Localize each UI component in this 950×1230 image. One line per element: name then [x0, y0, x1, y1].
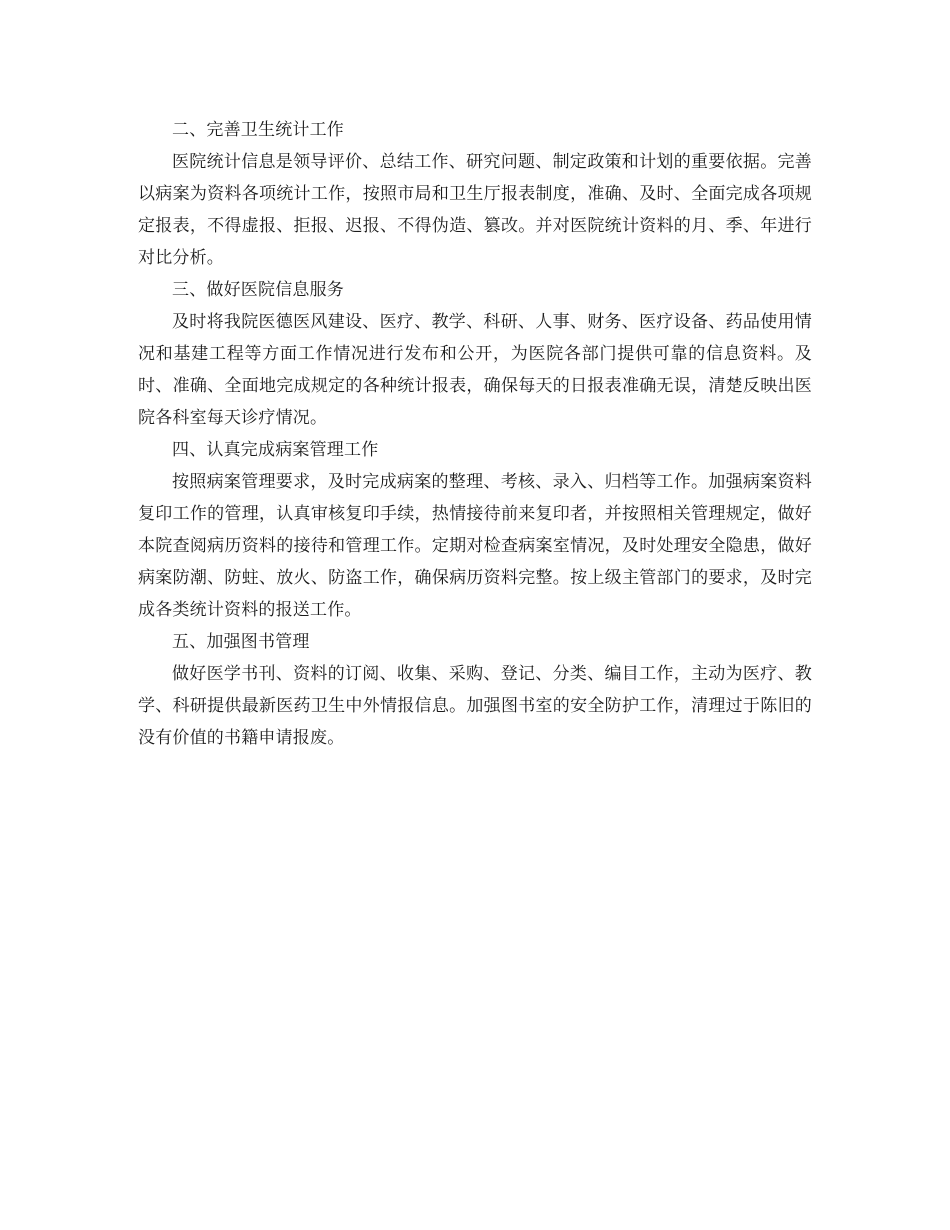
section-paragraph: 按照病案管理要求，及时完成病案的整理、考核、录入、归档等工作。加强病案资料复印工作的管理，认真审核复印手续，热情接待前来复印者，并按照相关管理规定，做好本院查阅病历资料的接待和管理工作。定期对检查病案室情况，及时处理安全隐患，做好病案防潮、防蛀、放火、防盗工作，确保病历资料完整。按上级主管部门的要求，及时完成各类统计资料的报送工作。	[138, 472, 812, 620]
section-paragraph: 及时将我院医德医风建设、医疗、教学、科研、人事、财务、医疗设备、药品使用情况和基建工程等方面工作情况进行发布和公开，为医院各部门提供可靠的信息资料。及时、准确、全面地完成规定的各种统计报表，确保每天的日报表准确无误，清楚反映出医院各科室每天诊疗情况。	[138, 312, 812, 428]
section-paragraph: 做好医学书刊、资料的订阅、收集、采购、登记、分类、编目工作，主动为医疗、教学、科研提供最新医药卫生中外情报信息。加强图书室的安全防护工作，清理过于陈旧的没有价值的书籍申请报废。	[138, 664, 812, 748]
section-medical-records	[138, 434, 812, 626]
document-body	[138, 114, 812, 754]
section-heading: 二、完善卫生统计工作	[172, 120, 344, 140]
section-heading: 三、做好医院信息服务	[172, 280, 344, 300]
section-heading: 四、认真完成病案管理工作	[172, 440, 379, 460]
section-heading: 五、加强图书管理	[172, 632, 310, 652]
section-information-service	[138, 274, 812, 434]
section-paragraph: 医院统计信息是领导评价、总结工作、研究问题、制定政策和计划的重要依据。完善以病案为资料各项统计工作，按照市局和卫生厅报表制度，准确、及时、全面完成各项规定报表，不得虚报、拒报、迟报、不得伪造、篡改。并对医院统计资料的月、季、年进行对比分析。	[138, 152, 812, 268]
section-library	[138, 626, 812, 754]
section-statistics	[138, 114, 812, 274]
